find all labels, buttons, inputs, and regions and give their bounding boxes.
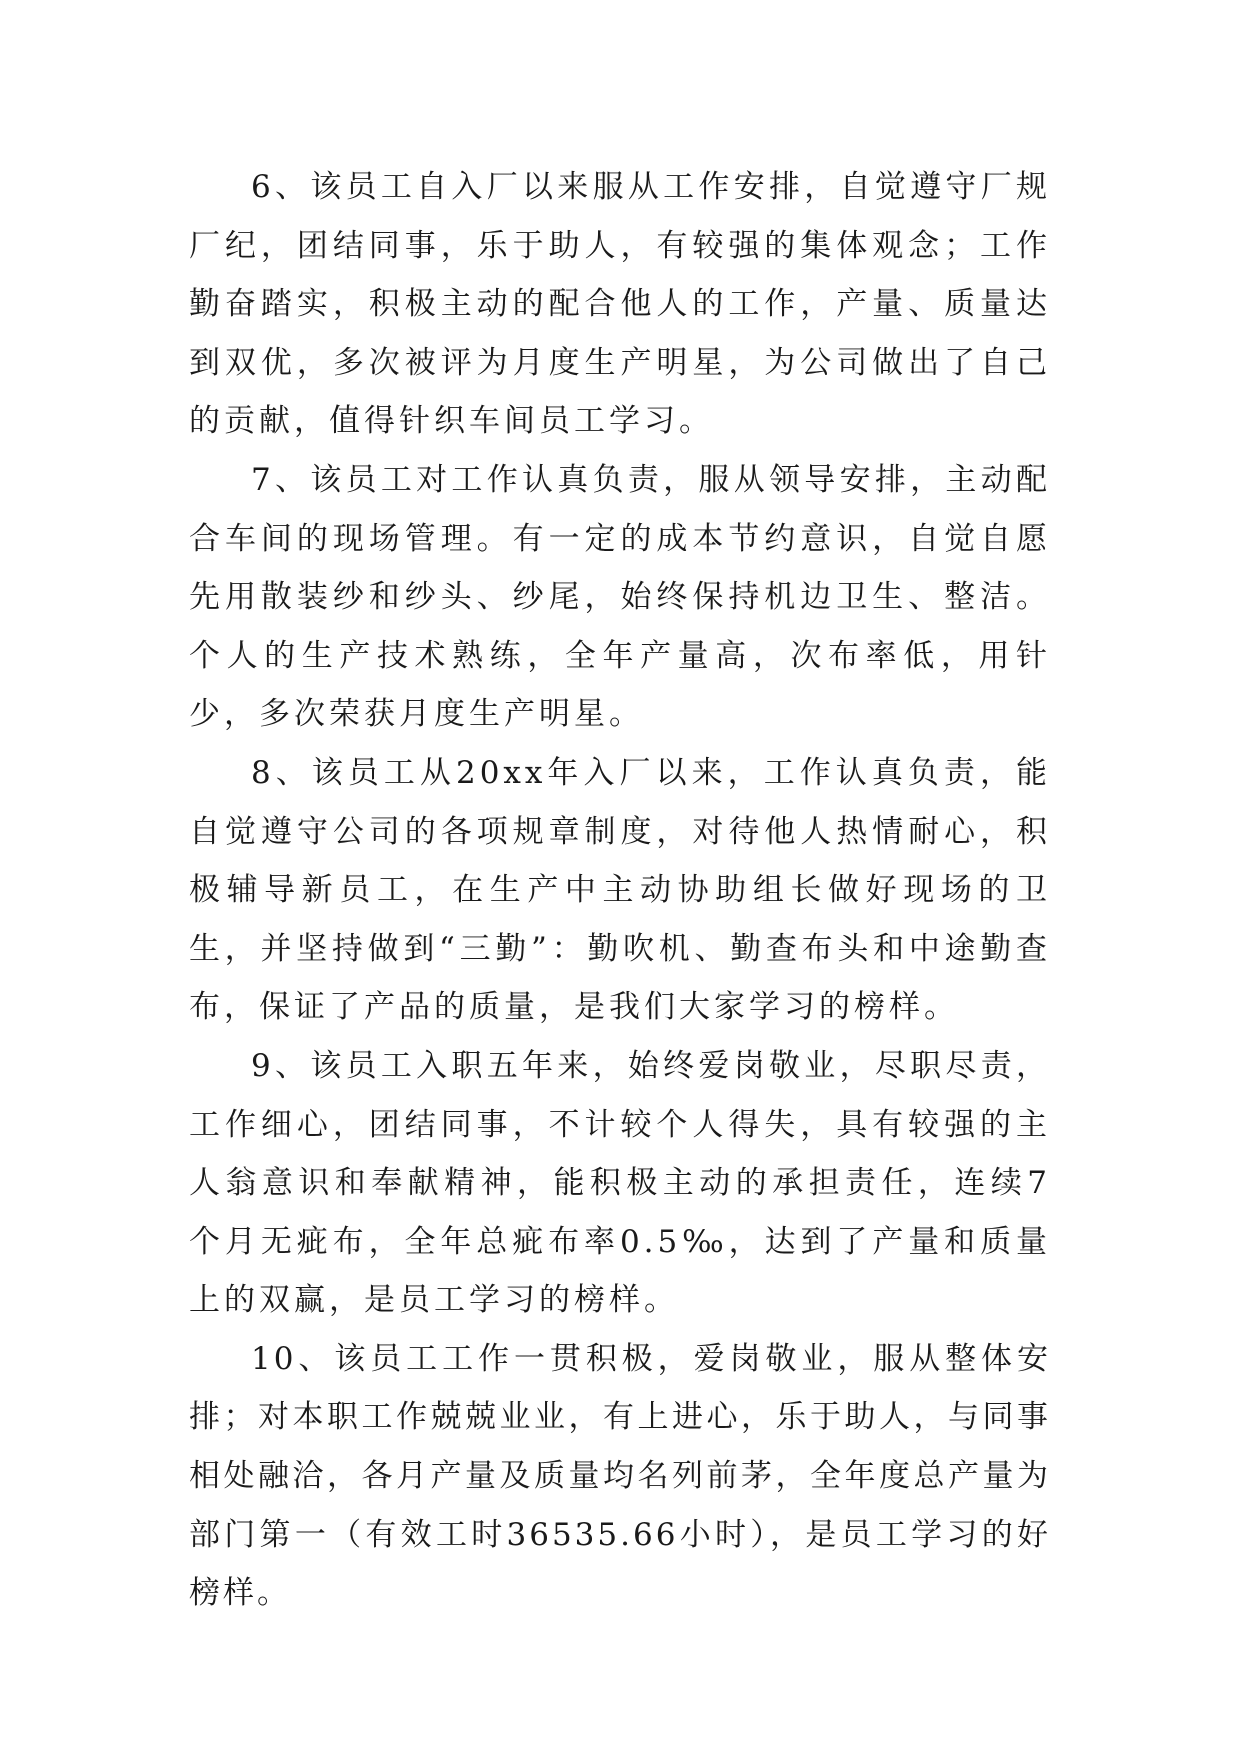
document-body — [189, 158, 1051, 1623]
paragraph-10: 10、该员工工作一贯积极，爱岗敬业，服从整体安排；对本职工作兢兢业业，有上进心，乐于助人，与同事相处融洽，各月产量及质量均名列前茅，全年度总产量为部门第一（有效工时36535.66小时），是员工学习的好榜样。 — [189, 1340, 1051, 1612]
paragraph-9: 9、该员工入职五年来，始终爱岗敬业，尽职尽责，工作细心，团结同事，不计较个人得失，具有较强的主人翁意识和奉献精神，能积极主动的承担责任，连续7个月无疵布，全年总疵布率0.5‰，达到了产量和质量上的双赢，是员工学习的榜样。 — [189, 1047, 1051, 1319]
paragraph-7: 7、该员工对工作认真负责，服从领导安排，主动配合车间的现场管理。有一定的成本节约意识，自觉自愿先用散装纱和纱头、纱尾，始终保持机边卫生、整洁。个人的生产技术熟练，全年产量高，次布率低，用针少，多次荣获月度生产明星。 — [189, 461, 1051, 733]
paragraph-6: 6、该员工自入厂以来服从工作安排，自觉遵守厂规厂纪，团结同事，乐于助人，有较强的集体观念；工作勤奋踏实，积极主动的配合他人的工作，产量、质量达到双优，多次被评为月度生产明星，为公司做出了自己的贡献，值得针织车间员工学习。 — [189, 169, 1051, 440]
paragraph-8: 8、该员工从20xx年入厂以来，工作认真负责，能自觉遵守公司的各项规章制度，对待他人热情耐心，积极辅导新员工，在生产中主动协助组长做好现场的卫生，并坚持做到“三勤”：勤吹机、勤查布头和中途勤查布，保证了产品的质量，是我们大家学习的榜样。 — [189, 754, 1051, 1026]
